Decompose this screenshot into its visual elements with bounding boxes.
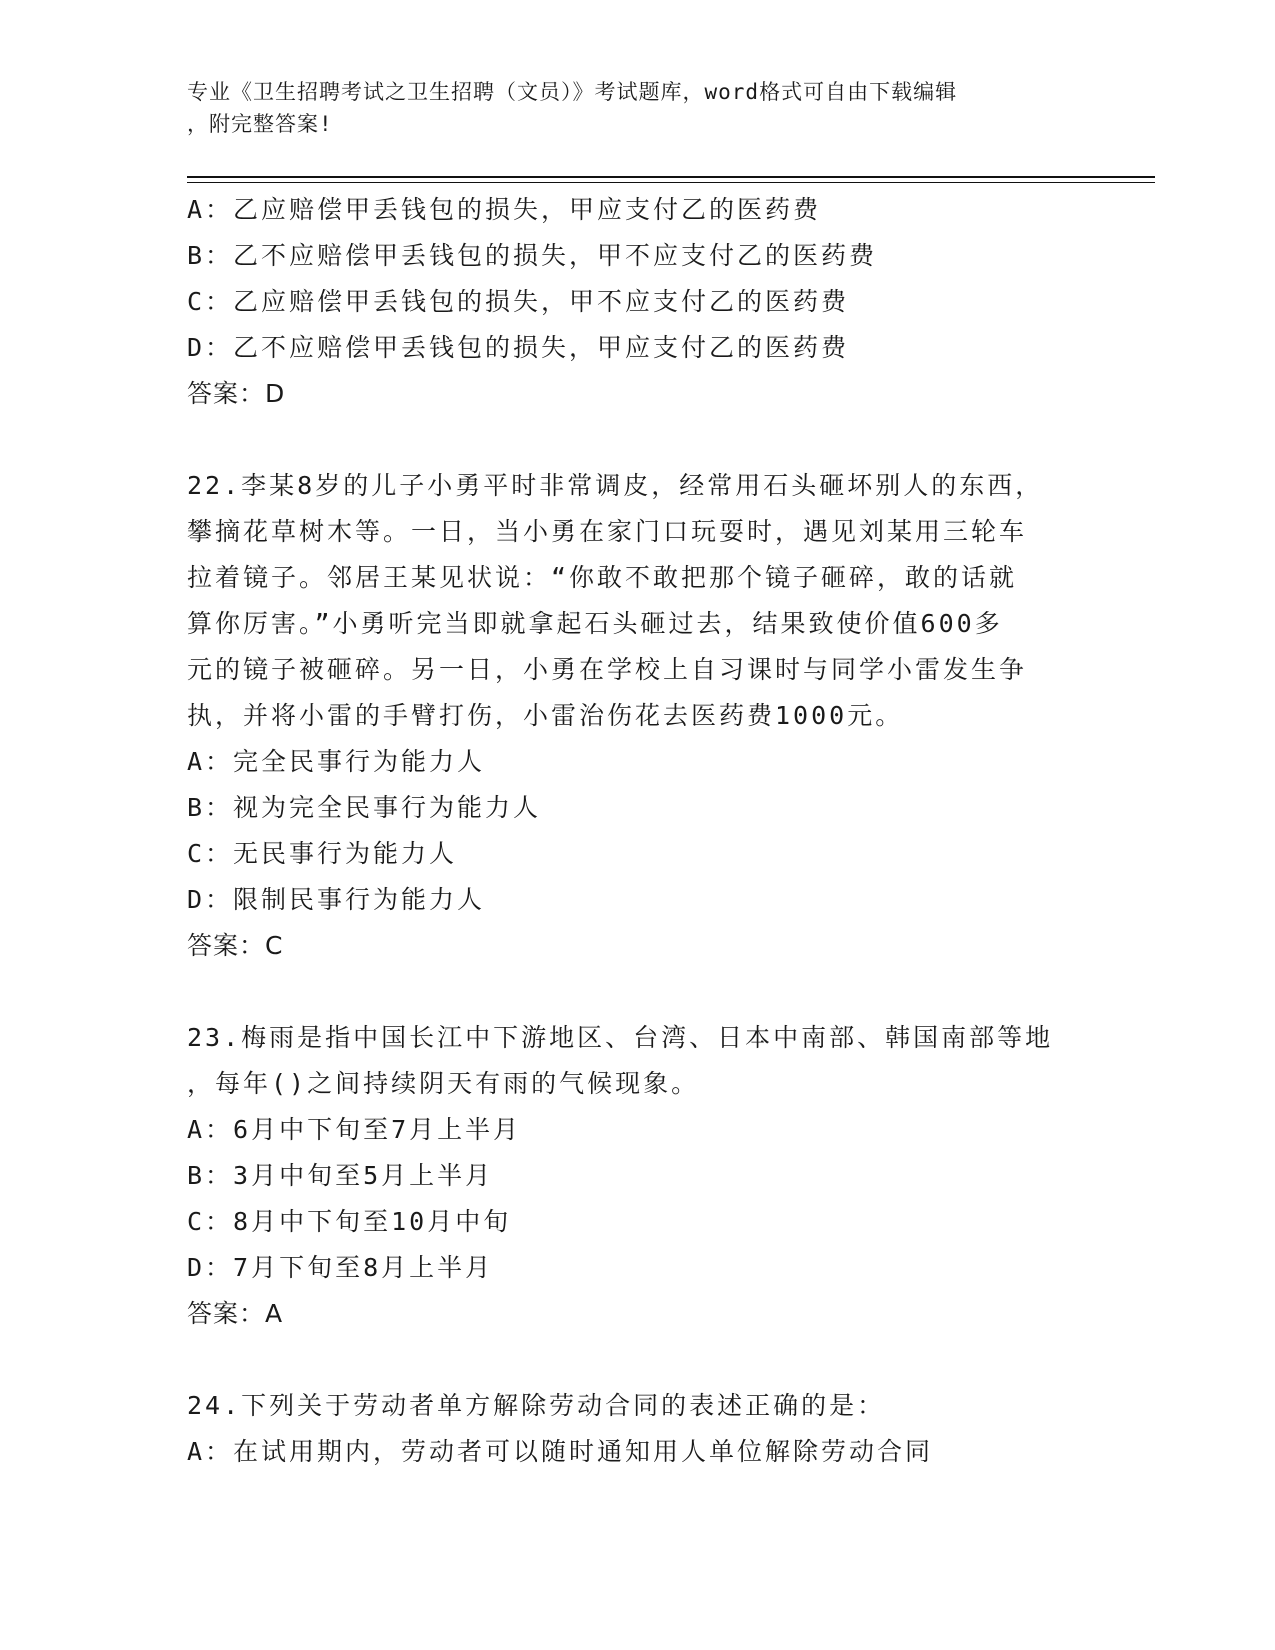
stem-line: 24.下列关于劳动者单方解除劳动合同的表述正确的是： bbox=[187, 1391, 886, 1420]
option-d: D：7月下旬至8月上半月 bbox=[187, 1253, 494, 1282]
option-a: A：完全民事行为能力人 bbox=[187, 747, 486, 776]
question-spacer bbox=[187, 1337, 1087, 1383]
option-a: A：在试用期内，劳动者可以随时通知用人单位解除劳动合同 bbox=[187, 1437, 934, 1466]
question-22 bbox=[187, 463, 1087, 969]
header-title-line-1: 专业《卫生招聘考试之卫生招聘（文员）》考试题库，word格式可自由下载编辑 bbox=[187, 80, 958, 104]
stem-line: 算你厉害。”小勇听完当即就拿起石头砸过去，结果致使价值600多 bbox=[187, 609, 1003, 638]
stem-line: 元的镜子被砸碎。另一日，小勇在学校上自习课时与同学小雷发生争 bbox=[187, 655, 1028, 684]
option-b: B：视为完全民事行为能力人 bbox=[187, 793, 542, 822]
stem-line: 22.李某8岁的儿子小勇平时非常调皮，经常用石头砸坏别人的东西， bbox=[187, 471, 1044, 500]
option-b: B：乙不应赔偿甲丢钱包的损失，甲不应支付乙的医药费 bbox=[187, 241, 878, 270]
stem-line: 执，并将小雷的手臂打伤，小雷治伤花去医药费1000元。 bbox=[187, 701, 904, 730]
answer-line: 答案：D bbox=[187, 379, 286, 408]
question-spacer bbox=[187, 417, 1087, 463]
stem-line: 拉着镜子。邻居王某见状说：“你敢不敢把那个镜子砸碎，敢的话就 bbox=[187, 563, 1018, 592]
question-23 bbox=[187, 1015, 1087, 1337]
option-a: A：6月中下旬至7月上半月 bbox=[187, 1115, 522, 1144]
stem-line: 攀摘花草树木等。一日，当小勇在家门口玩耍时，遇见刘某用三轮车 bbox=[187, 517, 1028, 546]
option-b: B：3月中旬至5月上半月 bbox=[187, 1161, 494, 1190]
question-stem bbox=[187, 1383, 1087, 1429]
header-divider-thick bbox=[187, 176, 1155, 178]
question-spacer bbox=[187, 969, 1087, 1015]
stem-line: ，每年()之间持续阴天有雨的气候现象。 bbox=[187, 1069, 700, 1098]
question-stem bbox=[187, 463, 1087, 739]
question-24 bbox=[187, 1383, 1087, 1475]
option-d: D：乙不应赔偿甲丢钱包的损失，甲应支付乙的医药费 bbox=[187, 333, 850, 362]
option-c: C：乙应赔偿甲丢钱包的损失，甲不应支付乙的医药费 bbox=[187, 287, 850, 316]
header-title-line-2: ，附完整答案! bbox=[187, 112, 333, 136]
stem-line: 23.梅雨是指中国长江中下游地区、台湾、日本中南部、韩国南部等地 bbox=[187, 1023, 1054, 1052]
answer-line: 答案：C bbox=[187, 931, 284, 960]
question-21 bbox=[187, 187, 1087, 417]
document-header bbox=[187, 76, 1067, 140]
option-c: C：8月中下旬至10月中旬 bbox=[187, 1207, 512, 1236]
answer-line: 答案：A bbox=[187, 1299, 284, 1328]
option-d: D：限制民事行为能力人 bbox=[187, 885, 486, 914]
option-a: A：乙应赔偿甲丢钱包的损失，甲应支付乙的医药费 bbox=[187, 195, 822, 224]
question-content bbox=[187, 187, 1087, 1475]
option-c: C：无民事行为能力人 bbox=[187, 839, 458, 868]
header-divider-thin bbox=[187, 182, 1155, 183]
question-stem bbox=[187, 1015, 1087, 1107]
